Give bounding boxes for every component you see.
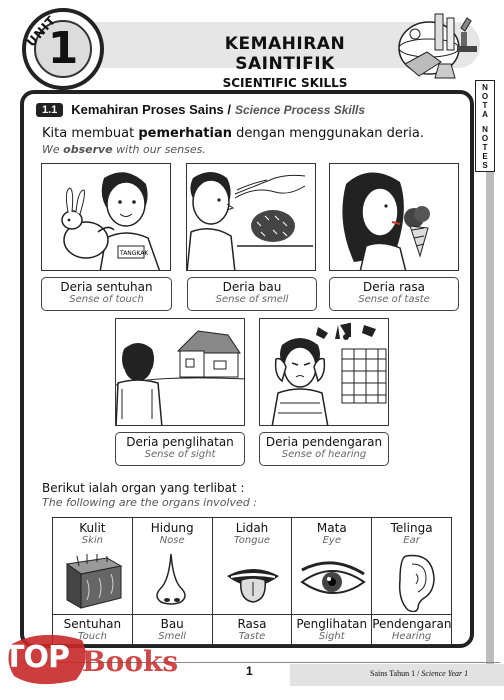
notes-tab[interactable] [475, 80, 495, 172]
boy-looking-at-house-icon [116, 319, 245, 426]
notes-strip [486, 172, 494, 672]
organ-nose: Hidung Nose Bau Smell [133, 518, 213, 644]
notes-tab-english: N O T E S [481, 125, 489, 170]
title-english: SCIENTIFIC SKILLS [222, 76, 348, 90]
book-title: Sains Tahun 1 / Science Year 1 [370, 669, 469, 678]
section-number: 1.1 [36, 103, 63, 117]
section-heading [36, 102, 365, 117]
caption-taste: Deria rasa Sense of taste [329, 277, 459, 311]
caption-touch: Deria sentuhan Sense of touch [41, 277, 172, 311]
caption-sight: Deria penglihatan Sense of sight [115, 432, 245, 466]
tongue-icon [217, 550, 289, 612]
notes-tab-malay: N O T A [481, 83, 489, 119]
page-title [175, 34, 395, 90]
eye-icon [296, 550, 368, 612]
boy-covering-ears-icon [260, 319, 389, 426]
girl-eating-ice-cream-icon [330, 164, 459, 271]
unit-label: UNIT [24, 12, 59, 50]
caption-smell: Deria bau Sense of smell [187, 277, 317, 311]
touch-picture [41, 163, 171, 271]
unit-number: 1 [47, 23, 79, 74]
taste-picture [329, 163, 459, 271]
skin-icon [57, 550, 129, 612]
boy-petting-rabbit-icon [42, 164, 171, 271]
organs-intro-malay: Berikut ialah organ yang terlibat : [42, 481, 245, 495]
watermark-top: TOP [4, 640, 69, 675]
organ-skin: Kulit Skin Sentuhan Touch [53, 518, 133, 644]
organs-intro-english: The following are the organs involved : [42, 496, 257, 509]
section-title-english: Science Process Skills [234, 102, 366, 117]
title-malay: KEMAHIRAN SAINTIFIK [224, 34, 346, 74]
lab-equipment-icon [395, 8, 485, 86]
watermark-books: Books [82, 645, 179, 678]
nose-icon [137, 550, 209, 612]
intro-english: We observe with our senses. [42, 143, 206, 156]
hearing-picture [259, 318, 389, 426]
ear-icon [376, 550, 448, 612]
caption-hearing: Deria pendengaran Sense of hearing [259, 432, 389, 466]
organ-ear: Telinga Ear Pendengaran Hearing [372, 521, 452, 642]
page-number: 1 [246, 664, 253, 678]
smell-picture [186, 163, 316, 271]
boy-smelling-durian-icon [187, 164, 316, 271]
book-label: TANGKAK [120, 250, 149, 257]
section-title-malay: Kemahiran Proses Sains / [71, 102, 231, 117]
sight-picture [115, 318, 245, 426]
organ-tongue: Lidah Tongue Rasa Taste [213, 518, 293, 644]
organ-eye: Mata Eye Penglihatan Sight [292, 518, 372, 644]
intro-malay: Kita membuat pemerhatian dengan menggunakan deria. [42, 126, 424, 141]
